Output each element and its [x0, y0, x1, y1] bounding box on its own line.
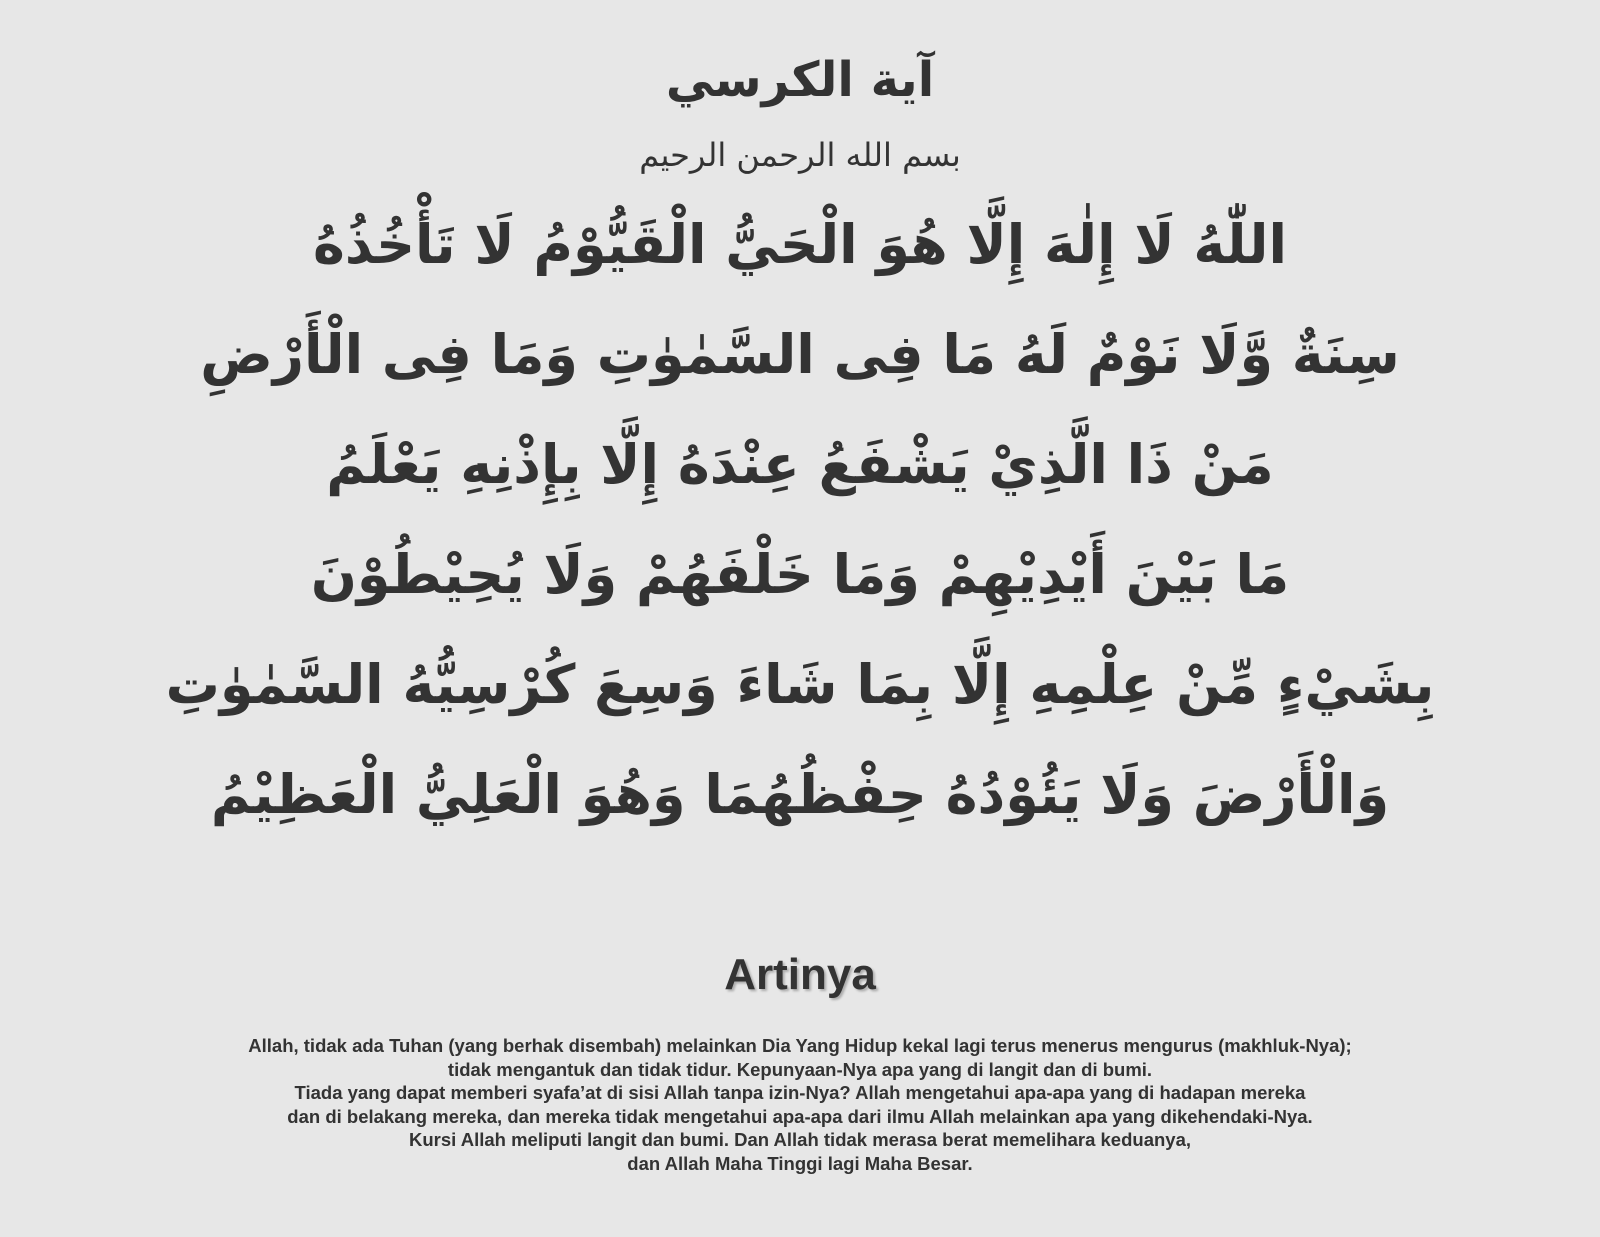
verse-line-2: سِنَةٌ وَّلَا نَوْمٌ لَهُ مَا فِى السَّمٰوٰتِ وَمَا فِى الْأَرْضِ	[200, 323, 1400, 386]
verse-line-1: اللّٰهُ لَا إِلٰهَ إِلَّا هُوَ الْحَيُّ الْقَيُّوْمُ لَا تَأْخُذُهُ	[313, 213, 1287, 276]
translation-heading: Artinya	[724, 950, 876, 999]
verse-line-6: وَالْأَرْضَ وَلَا يَئُوْدُهُ حِفْظُهُمَا وَهُوَ الْعَلِيُّ الْعَظِيْمُ	[210, 763, 1390, 826]
calligraphy-title: آية الكرسي	[665, 52, 935, 108]
ayat-kursi-calligraphy	[0, 40, 1600, 850]
translation-line-6: dan Allah Maha Tinggi lagi Maha Besar.	[627, 1152, 973, 1174]
translation-line-3: Tiada yang dapat memberi syafa’at di sisi Allah tanpa izin-Nya? Allah mengetahui apa-apa yang di hadapan mereka	[294, 1082, 1306, 1103]
verse-line-3: مَنْ ذَا الَّذِيْ يَشْفَعُ عِنْدَهُ إِلَّا بِإِذْنِهِ يَعْلَمُ	[326, 433, 1274, 496]
translation-line-2: tidak mengantuk dan tidak tidur. Kepunyaan-Nya apa yang di langit dan di bumi.	[447, 1058, 1153, 1080]
translation-line-5: Kursi Allah meliputi langit dan bumi. Dan Allah tidak merasa berat memelihara keduanya,	[408, 1129, 1191, 1150]
translation-line-1: Allah, tidak ada Tuhan (yang berhak disembah) melainkan Dia Yang Hidup kekal lagi terus menerus mengurus (makhluk-Nya);	[248, 1035, 1352, 1056]
translation-line-4: dan di belakang mereka, dan mereka tidak mengetahui apa-apa dari ilmu Allah melainkan apa yang dikehendaki-Nya.	[287, 1105, 1313, 1127]
basmala: بسم الله الرحمن الرحيم	[639, 136, 961, 174]
translation-text	[0, 1034, 1600, 1175]
verse-line-5: بِشَيْءٍ مِّنْ عِلْمِهِ إِلَّا بِمَا شَاءَ وَسِعَ كُرْسِيُّهُ السَّمٰوٰتِ	[165, 653, 1435, 716]
verse-line-4: مَا بَيْنَ أَيْدِيْهِمْ وَمَا خَلْفَهُمْ وَلَا يُحِيْطُوْنَ	[310, 543, 1290, 606]
